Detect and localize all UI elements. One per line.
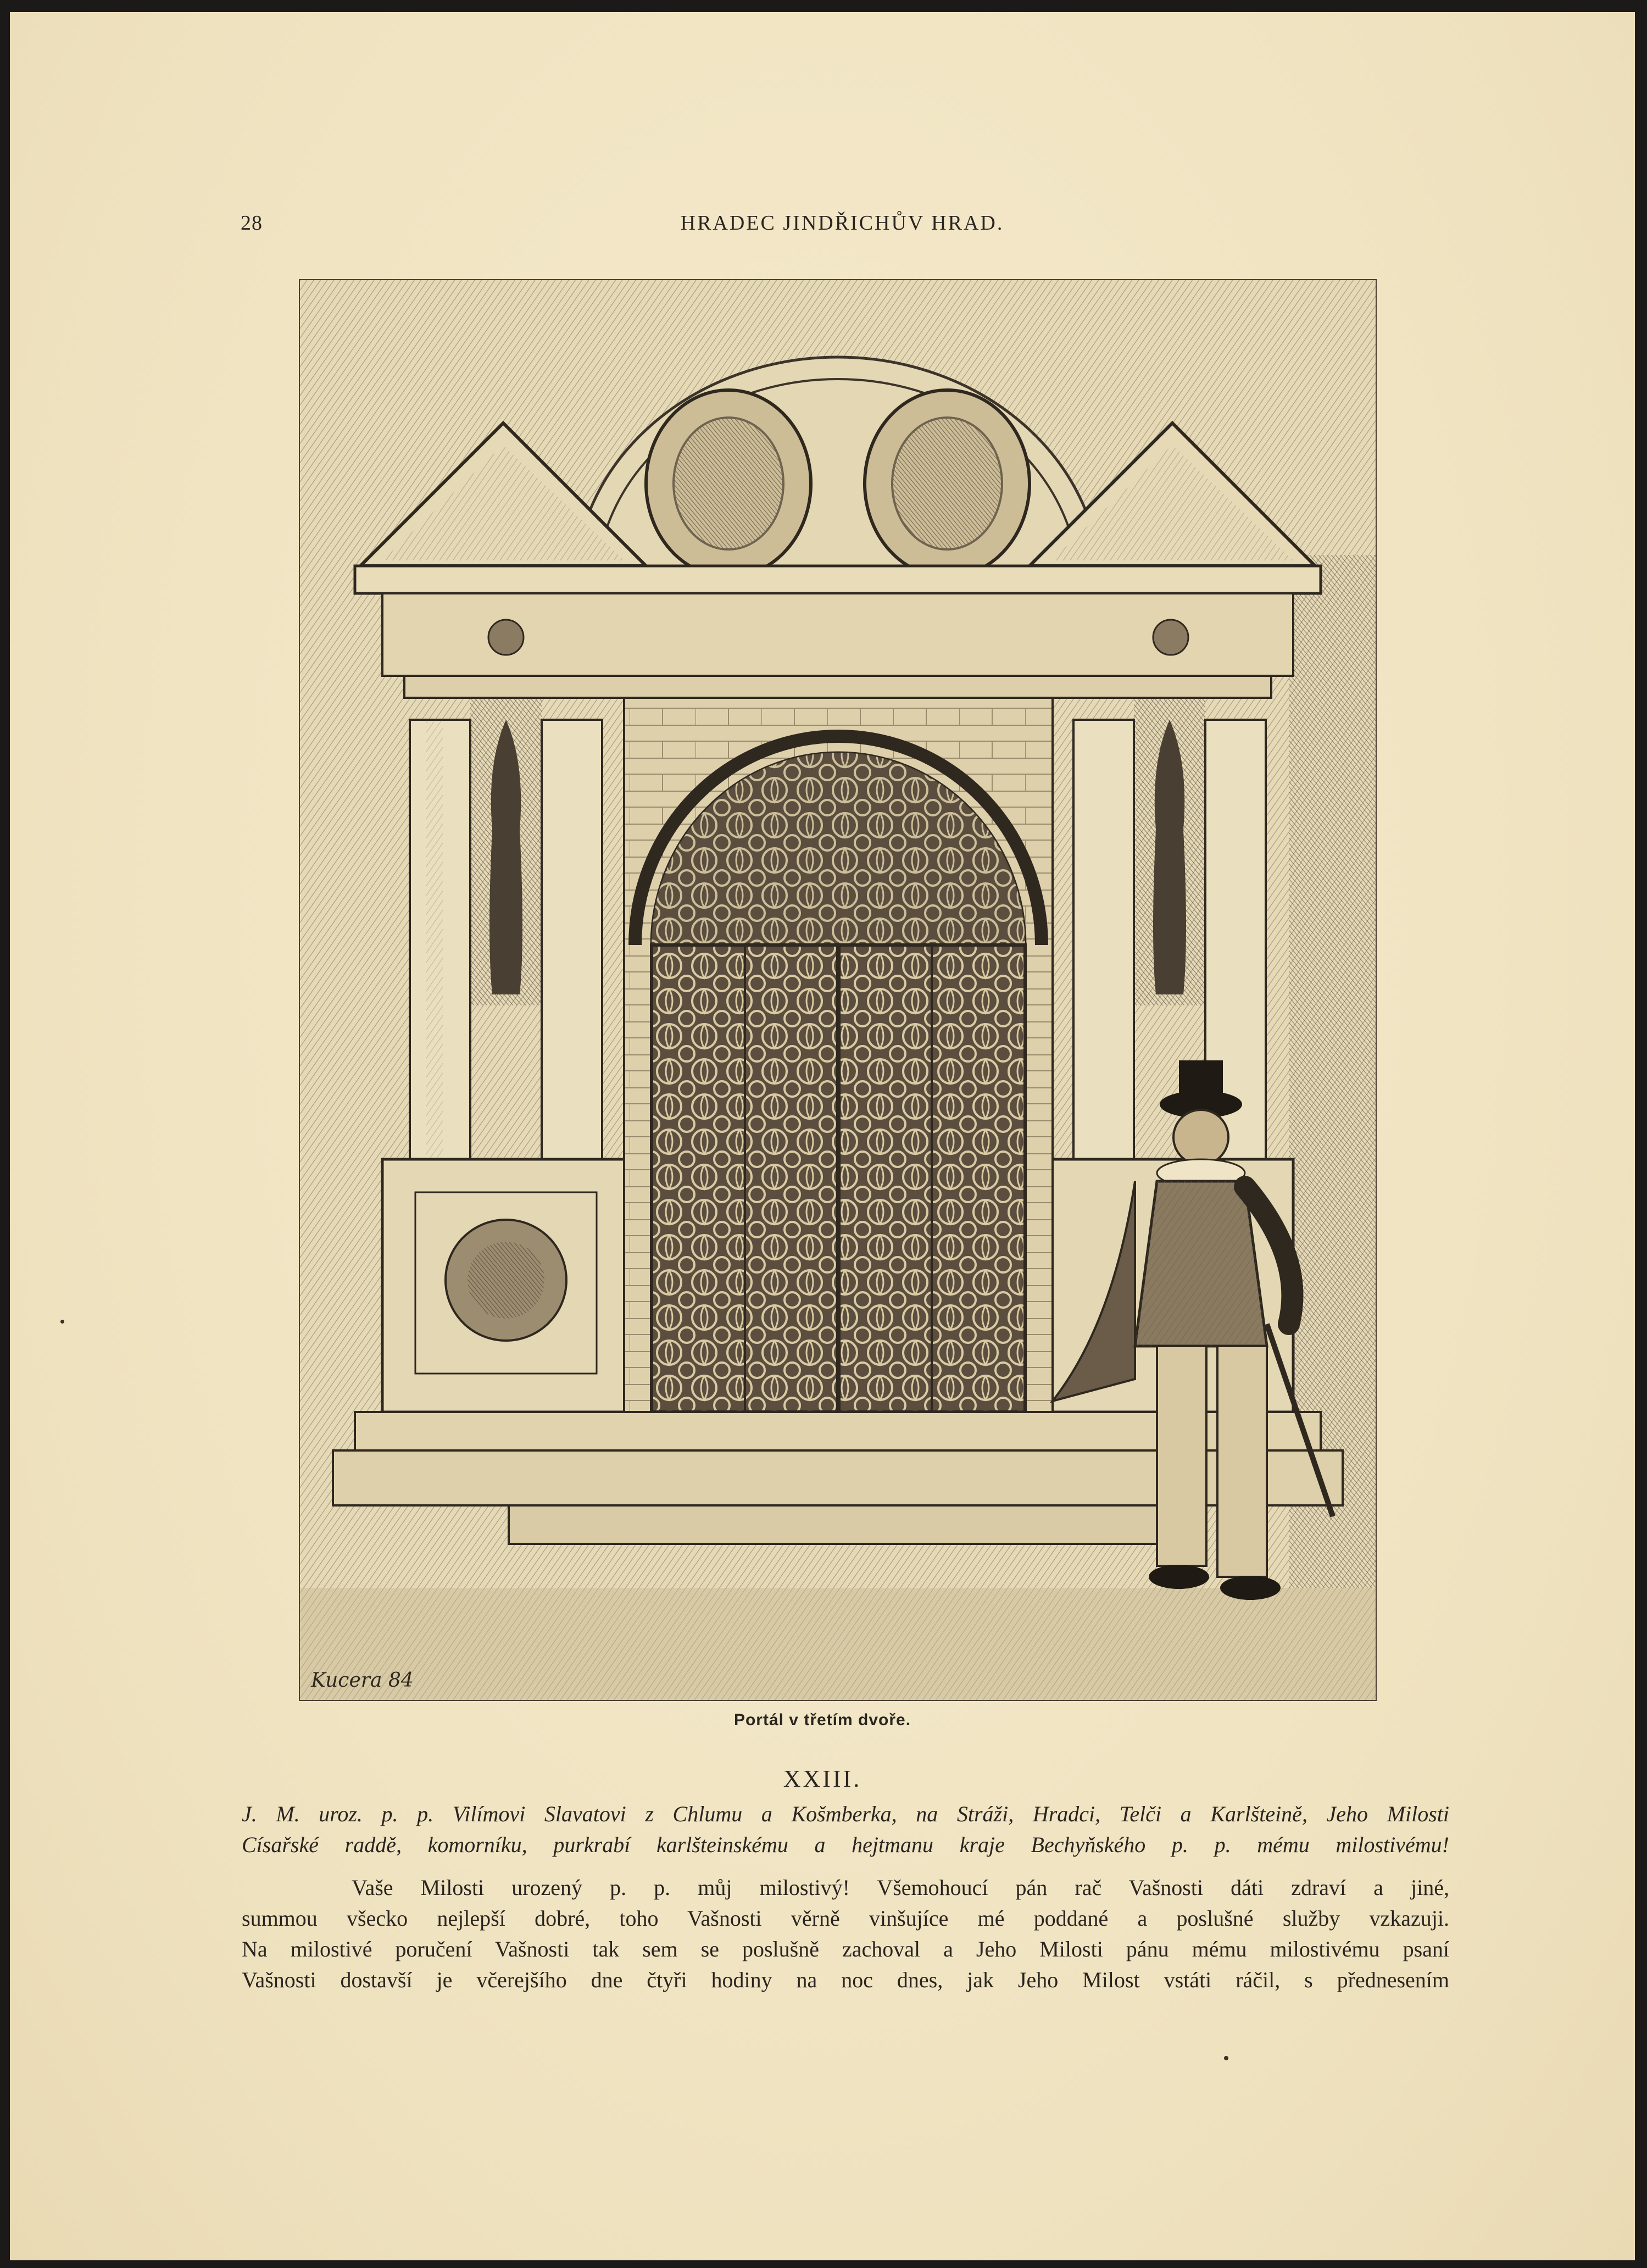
- letter-number: XXIII.: [783, 1765, 862, 1792]
- cornice: [355, 566, 1321, 593]
- column-left-inner: [542, 720, 602, 1159]
- letter-address: [242, 1799, 1449, 1860]
- address-line: Císařské raddě, komorníku, purkrabí karlšteinskému a hejtmanu kraje Bechyňského p. p. mému milostivému!: [242, 1832, 1449, 1857]
- running-title: HRADEC JINDŘICHŮV HRAD.: [680, 212, 1004, 235]
- letter-body: [242, 1872, 1449, 1995]
- body-line: summou všecko nejlepší dobré, toho Vašnosti věrně vinšujíce mé poddané a poslušné služby vzkazuji.: [242, 1906, 1449, 1931]
- page-number: 28: [241, 212, 263, 235]
- step-lower: [509, 1505, 1168, 1544]
- ink-speck: [60, 1320, 64, 1324]
- statue-left: [489, 720, 522, 994]
- engraving-portal: [299, 279, 1377, 1701]
- mask-right: [1153, 620, 1188, 655]
- portal-drawing: [300, 280, 1376, 1700]
- address-line: J. M. uroz. p. p. Vilímovi Slavatovi z Chlumu a Košmberka, na Stráži, Hradci, Telči a Karlšteině, Jeho Milosti: [242, 1802, 1449, 1826]
- ink-speck: [1224, 2056, 1228, 2060]
- body-line: Vašnosti dostavší je včerejšího dne čtyři hodiny na noc dnes, jak Jeho Milost vstáti ráčil, s přednesením: [242, 1967, 1449, 1992]
- body-line: Vaše Milosti urozený p. p. můj milostivý! Všemohoucí pán rač Vašnosti dáti zdraví a jiné,: [352, 1875, 1449, 1900]
- running-head: [241, 211, 1444, 244]
- illustration-caption: Portál v třetím dvoře.: [733, 1711, 911, 1729]
- body-line: Na milostivé poručení Vašnosti tak sem se poslušně zachoval a Jeho Milosti pánu mému milostivému psaní: [242, 1937, 1449, 1961]
- engraver-signature: Kucera 84: [311, 1669, 414, 1692]
- mask-left: [488, 620, 524, 655]
- page: [10, 12, 1635, 2260]
- column-right-inner: [1073, 720, 1134, 1159]
- statue-right: [1153, 720, 1186, 994]
